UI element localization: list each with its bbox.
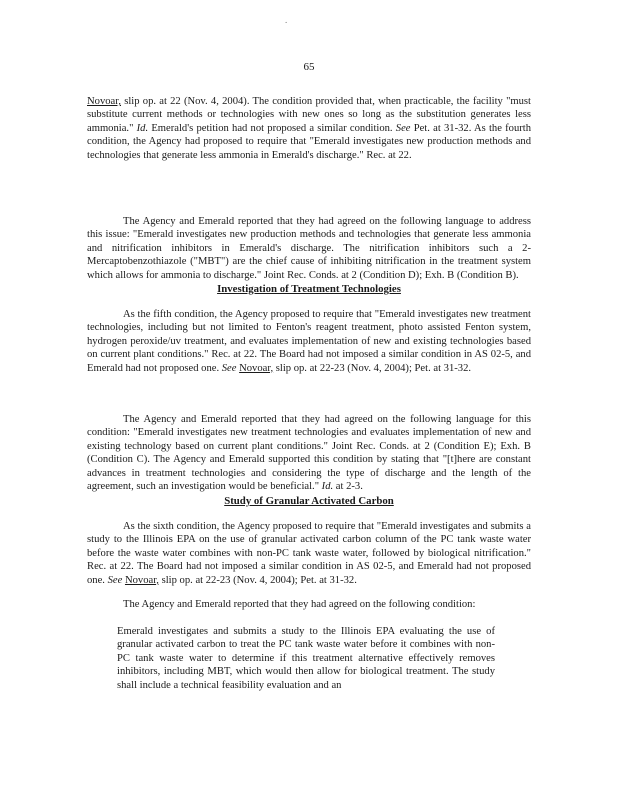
section-heading-granular-activated-carbon: Study of Granular Activated Carbon <box>224 495 394 507</box>
paragraph-3: As the fifth condition, the Agency proposed to require that "Emerald investigates new treatment technologies, including but not limited to Fenton's reagent treatment, photo assisted Fenton system, hydrogen peroxide/uv treatment, and evaluates implementation of new and existing technologies based on current plant conditions." Rec. at 22. The Board had not imposed a similar condition in AS 02-5, and Emerald had not proposed one. See Novoar, slip op. at 22-23 (Nov. 4, 2004); Pet. at 31-32. <box>87 309 531 374</box>
case-citation: Novoar, <box>124 574 159 586</box>
see-signal: See <box>221 362 237 374</box>
case-citation: Novoar, <box>87 96 121 107</box>
page-number: 65 <box>303 61 315 73</box>
paragraph-2: The Agency and Emerald reported that they had agreed on the following language to address this issue: "Emerald investigates new production methods and technologies that generate less ammonia and nitrification inhibitors in Emerald's discharge. The nitrification inhibitors such a 2-Mercaptobenzothiazole ("MBT") are the chief cause of inhibiting nitrification in the treatment system which allows for ammonia to discharge." Joint Rec. Conds. at 2 (Condition D); Exh. B (Condition B). <box>87 216 531 281</box>
case-citation: Novoar, <box>239 362 274 374</box>
paragraph-6: The Agency and Emerald reported that they had agreed on the following condition: <box>123 599 476 610</box>
see-signal: See <box>107 574 123 586</box>
id-signal: Id. <box>136 122 149 134</box>
see-signal: See <box>395 122 411 134</box>
scan-mark: . <box>285 15 288 25</box>
paragraph-4: The Agency and Emerald reported that they had agreed on the following language for this condition: "Emerald investigates new treatment technologies and evaluates implementation of new and existing technology based on current plant conditions." Joint Rec. Conds. at 2 (Condition E); Exh. B (Condition C). The Agency and Emerald supported this condition by stating that "[t]here are constant advances in treatment technologies and considering the type of discharge and the length of the agreement, such an investigation would be beneficial." Id. at 2-3. <box>87 414 531 493</box>
paragraph-1: Novoar, slip op. at 22 (Nov. 4, 2004). The condition provided that, when practicable, the facility "must substitute current methods or technologies with new ones so long as the substitution generates less ammonia." Id. Emerald's petition had not proposed a similar condition. See Pet. at 31-32. As the fourth condition, the Agency had proposed to require that "Emerald investigates new production methods and technologies that generate less ammonia in Emerald's discharge." Rec. at 22. <box>87 96 532 161</box>
section-heading-treatment-technologies: Investigation of Treatment Technologies <box>217 283 401 295</box>
paragraph-5: As the sixth condition, the Agency proposed to require that "Emerald investigates and submits a study to the Illinois EPA on the use of granular activated carbon column of the PC tank waste water before the waste water combines with non-PC tank waste water, followed by biological nitrification." Rec. at 22. The Board had not imposed a similar condition in AS 02-5, and Emerald had not proposed one. See Novoar, slip op. at 22-23 (Nov. 4, 2004); Pet. at 31-32. <box>87 521 531 586</box>
block-quote: Emerald investigates and submits a study to the Illinois EPA evaluating the use of granular activated carbon to treat the PC tank waste water before it combines with non-PC tank waste water to determine if this treatment alternative effectively removes inhibitors, including MBT, which would then allow for biological treatment. The study shall include a technical feasibility evaluation and an <box>117 626 495 691</box>
id-signal: Id. <box>321 481 334 493</box>
